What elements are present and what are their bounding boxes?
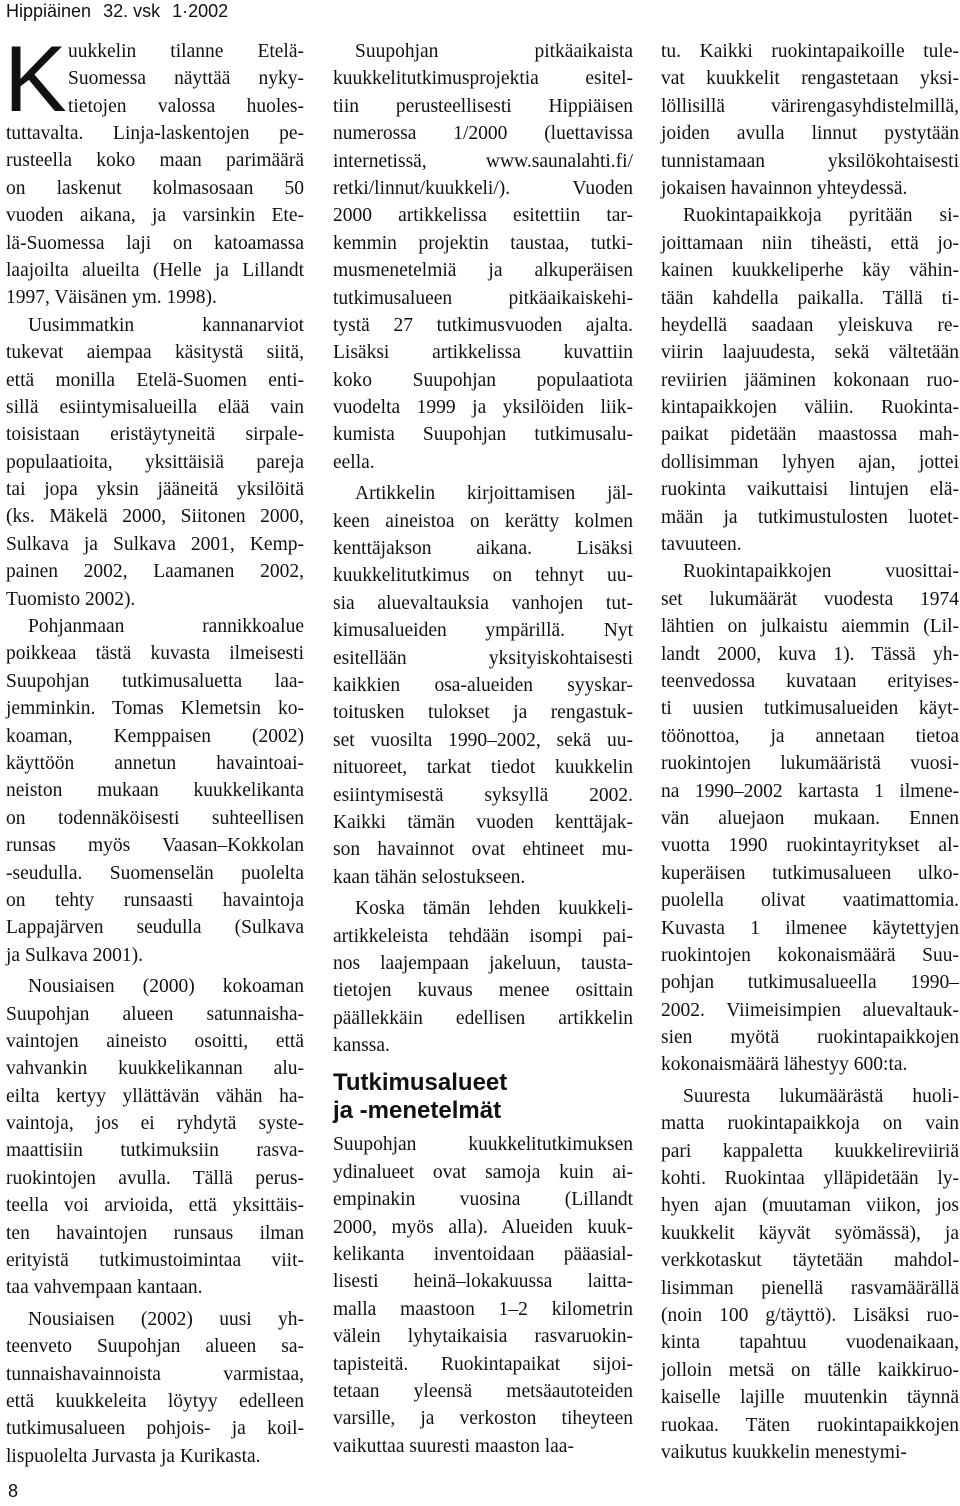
text-line: kuperäisen tutkimusalueen ulko- [661, 862, 959, 884]
paragraph [333, 1131, 633, 1460]
text-line: välein lyhytaikaisia rasvaruokin- [333, 1326, 633, 1348]
text-line: ti uusien tutkimusalueiden käyt- [661, 698, 959, 720]
text-line: keen aineistoa on kerätty kolmen [333, 510, 633, 532]
text-line: kelikanta inventoidaan pääasial- [333, 1244, 633, 1266]
text-line: kuukkelitutkimusprojektia esitel- [333, 68, 633, 90]
paragraph [661, 38, 959, 202]
text-line: musmenetelmiä ja alkuperäisen [333, 260, 633, 282]
text-line: esitellään yksityiskohtaisesti [333, 647, 633, 669]
paragraph [6, 1306, 304, 1470]
text-line: esiintymisestä syksyllä 2002. [333, 784, 633, 806]
paragraph [6, 973, 304, 1302]
text-line: kimusalueiden ympärillä. Nyt [333, 620, 633, 642]
text-line: kenttäjakson aikana. Lisäksi [333, 538, 633, 560]
text-line: Pohjanmaan rannikkoalue [28, 616, 304, 638]
text-line: retki/linnut/kuukkeli/). Vuoden [333, 177, 633, 199]
text-line: kaan tähän selostukseen. [333, 866, 526, 888]
text-line: käyttöön annetun havaintoai- [6, 752, 304, 774]
issue-number: 1·2002 [172, 1, 229, 21]
text-line: artikkeleista tehdään isompi pai- [333, 925, 633, 947]
text-line: tunnistamaan yksilökohtaisesti [661, 150, 959, 172]
text-line: teenvedossa kuvataan erityises- [661, 670, 959, 692]
running-head [6, 0, 240, 22]
paragraph [661, 1083, 959, 1466]
text-line: verkkotaskut täytetään mahdol- [661, 1250, 959, 1272]
text-line: ydinalueet ovat samoja kuin ai- [333, 1161, 633, 1183]
text-line: empinakin vuosina (Lillandt [333, 1189, 633, 1211]
text-line: erityistä tutkimustoimintaa viit- [6, 1250, 304, 1272]
text-line: Lisäksi artikkelissa kuvattiin [333, 342, 633, 364]
text-line: lähtien on julkaistu aiemmin (Lil- [661, 616, 959, 638]
text-line: malla maastoon 1–2 kilometrin [333, 1298, 633, 1320]
text-line: neiston mukaan kuukkelikanta [6, 780, 304, 802]
paragraph [6, 120, 304, 312]
text-line: ruokintojen lukumääristä vuosi- [661, 753, 959, 775]
text-line: on tehty runsaasti havaintoja [6, 889, 304, 911]
text-line: landt 2000, kuva 1). Tässä yh- [661, 643, 959, 665]
text-line: tutkimusalueen pitkäaikaiskehi- [333, 287, 633, 309]
text-line: 1997, Väisänen ym. 1998). [6, 287, 217, 309]
text-line: set vuosilta 1990–2002, sekä uu- [333, 729, 633, 751]
text-line: tuttavalta. Linja-laskentojen pe- [6, 123, 304, 144]
text-line: että kuukkeleita löytyy edelleen [6, 1390, 304, 1412]
text-line: uukkelin tilanne Etelä- [68, 41, 304, 62]
heading-line: Tutkimusalueet [333, 1069, 508, 1097]
text-line: tetaan yleensä metsäautoteiden [333, 1380, 633, 1402]
text-line: koko Suupohjan populaatiota [333, 369, 633, 391]
text-line: että monilla Etelä-Suomen enti- [6, 369, 304, 391]
text-line: kanssa. [333, 1035, 390, 1057]
text-line: kuukkelitutkimus on tehnyt uu- [333, 565, 633, 587]
text-line: heydellä saadaan yleiskuva re- [661, 314, 959, 336]
text-line: poikkeaa tästä kuvasta ilmeisesti [6, 643, 304, 665]
dropcap-lines [68, 38, 304, 120]
text-line: laajoilta alueilta (Helle ja Lillandt [6, 259, 304, 281]
text-line: runsas myös Vaasan–Kokkolan [6, 835, 304, 857]
text-line: rusteella koko maan parimäärä [6, 150, 304, 172]
text-line: Suomessa näyttää nyky- [68, 68, 304, 90]
text-line: eella. [333, 451, 375, 473]
text-line: tai jopa yksin jääneitä yksilöitä [6, 479, 304, 501]
text-line: -seudulla. Suomenselän puolelta [6, 862, 304, 884]
text-line: (noin 100 g/täyttö). Lisäksi ruo- [661, 1304, 959, 1326]
text-line: tukevat aiempaa käsitystä siitä, [6, 342, 304, 364]
text-line: vuoden aikana, ja varsinkin Ete- [6, 205, 304, 227]
text-line: Tuomisto 2002). [6, 588, 136, 610]
text-line: reviirien jääminen kokonaan ruo- [661, 369, 959, 391]
column-1 [4, 26, 304, 1470]
text-line: Suupohjan alueen satunnaisha- [6, 1003, 304, 1025]
paragraph [333, 38, 633, 476]
text-line: set lukumäärät vuodesta 1974 [661, 588, 959, 610]
text-line: joittamaan niin tiheästi, että jo- [661, 232, 959, 254]
text-line: tavuuteen. [661, 534, 742, 556]
text-line: maattisiin tutkimuksiin rasva- [6, 1140, 304, 1162]
text-line: kumista Suupohjan tutkimusalu- [333, 424, 633, 446]
text-line: nituoreet, tarkat tiedot kuukkelin [333, 757, 633, 779]
text-line: ruokintojen avulla. Tällä perus- [6, 1167, 304, 1189]
text-line: son havainnot ovat ehtineet mu- [333, 839, 633, 861]
text-line: Suupohjan kuukkelitutkimuksen [333, 1134, 633, 1156]
text-line: Nousiaisen (2002) uusi yh- [28, 1308, 304, 1330]
text-line: tiin perusteellisesti Hippiäisen [333, 95, 633, 117]
text-line: Suupohjan pitkäaikaista [355, 41, 633, 62]
text-line: vahvankin kuukkelikannan alu- [6, 1058, 304, 1080]
text-line: populaatioita, yksittäisiä pareja [6, 451, 304, 473]
paragraph [333, 480, 633, 891]
text-line: Ruokintapaikkojen vuosittai- [683, 561, 959, 583]
text-line: painen 2002, Laamanen 2002, [6, 561, 304, 583]
text-line: vuodelta 1999 ja yksilöiden liik- [333, 397, 633, 419]
text-line: pohjan tutkimusalueella 1990– [661, 972, 959, 994]
text-line: sia aluevaltauksia vanhojen tut- [333, 592, 633, 614]
text-line: tapisteitä. Ruokintapaikat sijoi- [333, 1353, 633, 1375]
text-line: internetissä, www.saunalahti.fi/ [333, 150, 633, 172]
text-line: kaikkien osa-alueiden syyskar- [333, 674, 633, 696]
text-line: sillä esiintymisalueilla elää vain [6, 396, 304, 418]
text-line: töönottoa, ja annetaan tietoa [661, 725, 959, 747]
text-line: viirin laajuudesta, sekä vältetään [661, 342, 959, 364]
text-line: tietojen kuvaus menee osittain [333, 980, 633, 1002]
text-line: jolloin metsä on tälle kaikkiruo- [661, 1359, 959, 1381]
column-3 [661, 38, 959, 1466]
text-line: Ruokintapaikkoja pyritään si- [683, 205, 959, 227]
text-line: tutkimusalueen pohjois- ja koil- [6, 1418, 304, 1440]
text-line: jemminkin. Tomas Klemetsin ko- [6, 698, 304, 720]
paragraph [6, 613, 304, 969]
heading-line: ja -menetelmät [333, 1097, 502, 1125]
text-line: 2002. Viimeisimpien aluevaltauk- [661, 999, 959, 1021]
text-line: on laskenut kolmasosaan 50 [6, 177, 304, 199]
page-number: 8 [8, 1481, 19, 1501]
text-line: koaman, Kemppaisen (2002) [6, 725, 304, 747]
paragraph [333, 895, 633, 1059]
text-line: Nousiaisen (2000) kokoaman [28, 976, 304, 998]
text-line: toisistaan eristäytyneitä sirpale- [6, 424, 304, 446]
text-line: vaintojen aineisto osoitti, että [6, 1030, 304, 1052]
text-line: Suuresta lukumäärästä huoli- [683, 1085, 959, 1107]
volume: 32. vsk [103, 1, 161, 21]
text-line: 2000, myös alla). Alueiden kuuk- [333, 1216, 633, 1238]
text-line: eilta kertyy yllättävän vähän ha- [6, 1085, 304, 1107]
text-line: paikat pidetään maastossa mah- [661, 424, 959, 446]
text-line: puolella olivat vaatimattomia. [661, 890, 959, 912]
text-line: vaintoja, jos ei ryhdytä syste- [6, 1113, 304, 1135]
column-2 [333, 38, 633, 1460]
text-line: varsille, ja verkoston tiheyteen [333, 1408, 633, 1430]
text-line: nos laajempaan jakeluun, tausta- [333, 952, 633, 974]
text-line: tystä 27 tutkimusvuoden ajalta. [333, 314, 633, 336]
text-line: päällekkäin edellisen artikkelin [333, 1007, 633, 1029]
magazine-name: Hippiäinen [6, 1, 92, 21]
text-line: matta ruokintapaikkoja on vain [661, 1113, 959, 1135]
text-line: Kuvasta 1 ilmenee käytettyjen [661, 917, 959, 939]
text-line: lisesti heinä–lokakuussa laitta- [333, 1271, 633, 1293]
text-line: Artikkelin kirjoittamisen jäl- [355, 483, 633, 505]
text-line: lispuolelta Jurvasta ja Kurikasta. [6, 1445, 261, 1467]
text-line: kaiselle lajille muutenkin täynnä [661, 1387, 959, 1409]
text-line: tunnaishavainnoista varmistaa, [6, 1363, 304, 1385]
dropcap-block [4, 26, 304, 131]
paragraph [661, 202, 959, 558]
text-line: tään kahdella paikalla. Tällä ti- [661, 287, 959, 309]
text-line: ruokintojen kokonaismäärä Suu- [661, 944, 959, 966]
text-line: Lappajärven seudulla (Sulkava [6, 917, 304, 939]
text-line: löllisillä värirengasyhdistelmillä, [661, 95, 959, 117]
text-line: taa vahvempaan kantaan. [6, 1277, 203, 1299]
text-line: lä-Suomessa laji on katoamassa [6, 232, 304, 254]
text-line: Kaikki tämän vuoden kenttäjak- [333, 811, 633, 833]
text-line: kemmin projektin taustaa, tutki- [333, 232, 633, 254]
text-line: Uusimmatkin kannanarviot [28, 314, 304, 336]
text-line: dollisimman lyhyen ajan, jottei [661, 451, 959, 473]
text-line: hyen ajan (muutaman viikon, jos [661, 1195, 959, 1217]
text-line: kinta tapahtuu vuodenaikaan, [661, 1332, 959, 1354]
text-line: Sulkava ja Sulkava 2001, Kemp- [6, 533, 304, 555]
text-line: tu. Kaikki ruokintapaikoille tule- [661, 41, 959, 62]
text-line: pari kappaletta kuukkelireviiriä [661, 1140, 959, 1162]
text-line: numerossa 1/2000 (luettavissa [333, 123, 633, 145]
dropcap-letter: K [4, 26, 67, 131]
text-line: ruokaa. Täten ruokintapaikkojen [661, 1414, 959, 1436]
text-line: sien myötä ruokintapaikkojen [661, 1027, 959, 1049]
text-line: teella voi arvioida, että yksittäis- [6, 1195, 304, 1217]
paragraph [661, 558, 959, 1078]
text-line: tietojen valossa huoles- [68, 95, 304, 117]
text-line: kainen kuukkeliperhe käy vähin- [661, 260, 959, 282]
text-line: kokonaismäärä lähestyy 600:ta. [661, 1054, 908, 1076]
text-line: kuukkelit käyvät syömässä), ja [661, 1222, 959, 1244]
text-line: vaikuttaa suuresti maaston laa- [333, 1435, 574, 1457]
text-line: vat kuukkelit rengastetaan yksi- [661, 68, 959, 90]
text-line: 2000 artikkelissa esitettiin tar- [333, 205, 633, 227]
text-line: jokaisen havainnon yhteydessä. [661, 177, 908, 199]
text-line: ruokinta vaikuttaisi lintujen elä- [661, 479, 959, 501]
text-line: na 1990–2002 kartasta 1 ilmene- [661, 780, 959, 802]
text-line: lisimman pienellä rasvamäärällä [661, 1277, 959, 1299]
text-line: kohti. Ruokintaa ylläpidetään ly- [661, 1168, 959, 1190]
text-line: ja Sulkava 2001). [6, 944, 144, 966]
text-line: (ks. Mäkelä 2000, Siitonen 2000, [6, 506, 304, 528]
text-line: Suupohjan tutkimusaluetta laa- [6, 670, 304, 692]
text-line: vaikutus kuukkelin menestymi- [661, 1441, 907, 1463]
text-line: vuotta 1990 ruokintayritykset al- [661, 835, 959, 857]
text-line: vän aluejaon mukaan. Ennen [661, 807, 959, 829]
section-heading [333, 1069, 633, 1125]
text-line: on todennäköisesti suhteellisen [6, 807, 304, 829]
text-line: kintapaikkojen väliin. Ruokinta- [661, 397, 959, 419]
text-line: Koska tämän lehden kuukkeli- [355, 898, 633, 920]
text-line: joiden avulla linnut pystytään [661, 123, 959, 145]
text-line: teenveto Suupohjan alueen sa- [6, 1336, 304, 1358]
text-line: ten havaintojen runsaus ilman [6, 1222, 304, 1244]
text-line: mään ja tutkimustulosten luotet- [661, 506, 959, 528]
paragraph [6, 312, 304, 613]
text-line: toitusken tulokset ja rengastuk- [333, 702, 633, 724]
